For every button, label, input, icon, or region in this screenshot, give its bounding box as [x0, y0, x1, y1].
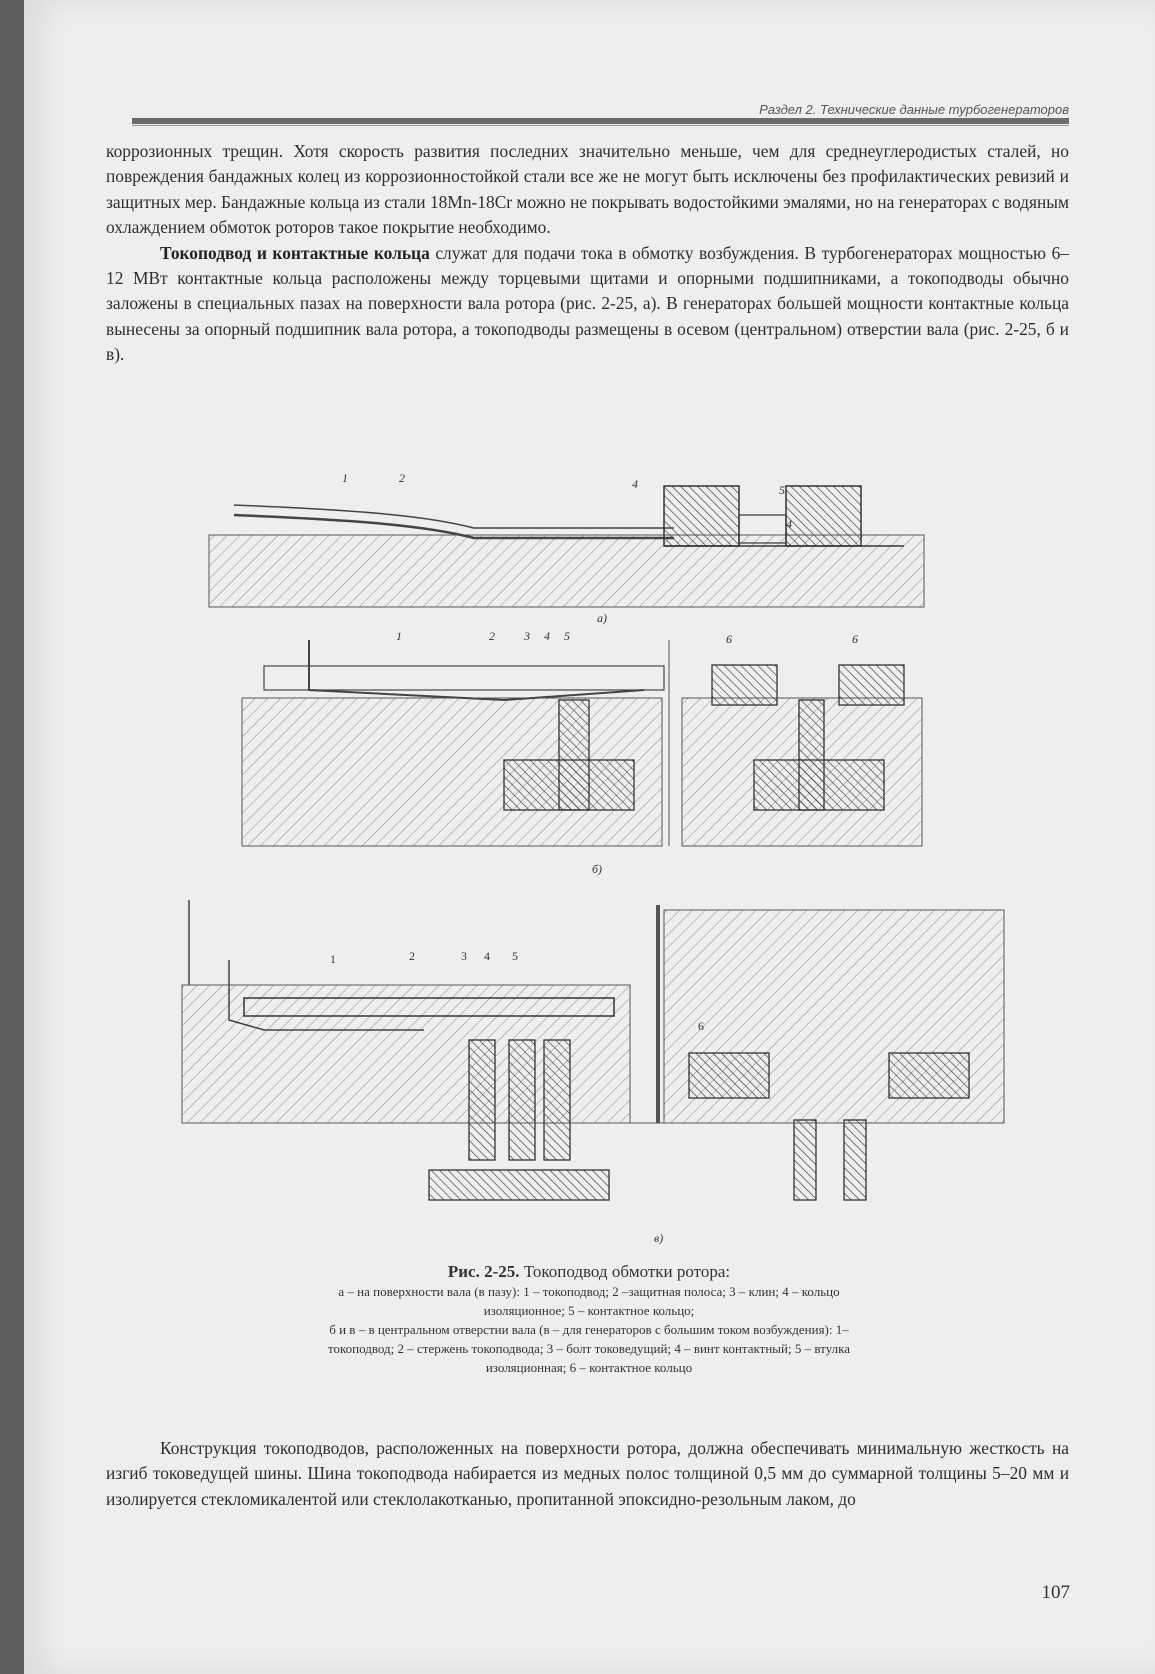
figure-caption	[174, 1262, 1004, 1377]
caption-line-4: токоподвод; 2 – стержень токоподвода; 3 – болт токоведущий; 4 – винт контактный; 5 – втулка	[328, 1341, 850, 1356]
label-part-a: а)	[597, 611, 607, 625]
label-b-5: 5	[564, 629, 570, 643]
label-b-6b: 6	[852, 632, 858, 646]
bold-lead: Токоподвод и контактные кольца	[160, 242, 430, 263]
label-a-4b: 4	[786, 517, 792, 531]
figure-part-c	[182, 900, 1004, 1245]
label-b-3: 3	[524, 629, 530, 643]
label-b-6a: 6	[726, 632, 732, 646]
label-c-6: 6	[698, 1019, 704, 1033]
caption-line-3: б и в – в центральном отверстии вала (в – для генераторов с большим током возбуждения): 1–	[329, 1322, 849, 1337]
label-a-2: 2	[399, 471, 405, 485]
label-a-4: 4	[632, 477, 638, 491]
caption-number: Рис. 2-25.	[447, 1262, 520, 1281]
page-number: 107	[1041, 1582, 1070, 1603]
bold-lead-rest: служат для подачи тока в обмотку возбуждения.	[429, 242, 799, 263]
running-header: Раздел 2. Технические данные турбогенераторов	[759, 102, 1069, 117]
label-b-1: 1	[396, 629, 402, 643]
label-part-c: в)	[654, 1231, 664, 1245]
figure-part-a	[209, 471, 924, 625]
label-c-2: 2	[409, 949, 415, 963]
label-c-1: 1	[330, 952, 336, 966]
label-b-4: 4	[544, 629, 550, 643]
figure-2-25	[24, 0, 1155, 1674]
paragraph-2-body: В турбогенераторах мощностью 6–12 МВт контактные кольца расположены между торцевыми щитами и опорными подшипниками, а токоподводы обычно заложены в специальных пазах на поверхности вала ротора (рис. 2-25, а). В генераторах большей мощности контактные кольца вынесены за опорный подшипник вала ротора, а токоподводы размещены в осевом (центральном) отверстии вала (рис. 2-25, б и в).	[106, 242, 1069, 365]
caption-title	[174, 1262, 1004, 1282]
caption-title-text: Токоподвод обмотки ротора:	[519, 1262, 731, 1281]
paragraph-3: Конструкция токоподводов, расположенных на поверхности ротора, должна обеспечивать минимальную жесткость на изгиб токоведущей шины. Шина токоподвода набирается из медных полос толщиной 0,5 мм до суммарной толщины 5–20 мм и изолируется стекломикалентой или стеклолакотканью, пропитанной эпоксидно-резольным лаком, до	[106, 1438, 1069, 1509]
paragraph-1: коррозионных трещин. Хотя скорость развития последних значительно меньше, чем для среднеуглеродистых сталей, но повреждения бандажных колец из коррозионностойкой стали все же не могут быть исключены без профилактических ревизий и защитных мер. Бандажные кольца из стали 18Mn-18Cr можно не покрывать водостойкими эмалями, но на генераторах с водяным охлаждением обмоток роторов такое покрытие необходимо.	[106, 141, 1069, 238]
label-part-b: б)	[592, 862, 603, 876]
body-text-bottom	[106, 1436, 1069, 1512]
label-a-5: 5	[779, 483, 785, 497]
caption-line-5: изоляционная; 6 – контактное кольцо	[485, 1360, 693, 1375]
label-c-5: 5	[512, 949, 518, 963]
figure-part-b	[242, 629, 922, 876]
label-a-1: 1	[342, 471, 348, 485]
book-page	[24, 0, 1155, 1674]
label-c-3: 3	[461, 949, 467, 963]
caption-line-1: а – на поверхности вала (в пазу): 1 – токоподвод; 2 –защитная полоса; 3 – клин; 4 – кольцо	[338, 1284, 840, 1299]
caption-line-2: изоляционное; 5 – контактное кольцо;	[483, 1303, 695, 1318]
label-b-2: 2	[489, 629, 495, 643]
label-c-4: 4	[484, 949, 490, 963]
